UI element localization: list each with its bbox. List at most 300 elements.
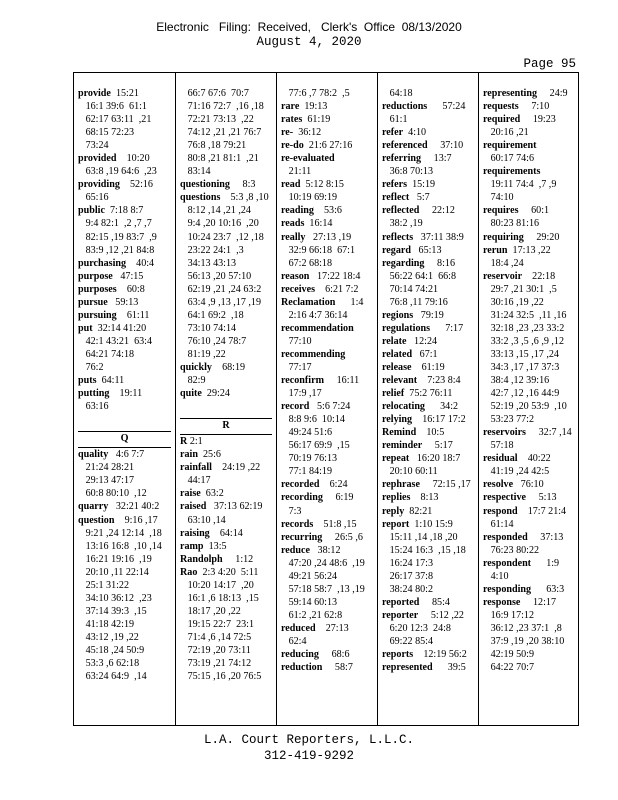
index-continuation: 56:17 69:9 ,15 — [281, 440, 350, 452]
index-term: reconfirm — [281, 375, 324, 387]
index-continuation: 75:15 ,16 ,20 76:5 — [180, 671, 262, 683]
index-continuation: 56:13 ,20 57:10 — [180, 270, 252, 282]
index-term: refer — [382, 127, 404, 139]
index-term: respondent — [483, 557, 532, 569]
index-entry — [382, 491, 478, 504]
index-references: 6:21 7:2 — [315, 283, 359, 295]
index-entry — [180, 448, 276, 461]
index-continuation: 32:18 ,23 ,23 33:2 — [483, 322, 565, 334]
index-term: reservoirs — [483, 427, 526, 439]
index-entry — [281, 126, 377, 139]
index-entry — [78, 322, 175, 335]
index-entry — [483, 244, 579, 257]
index-entry — [281, 152, 377, 165]
index-term: requiring — [483, 231, 524, 243]
index-term: requirements — [483, 166, 541, 178]
index-references: 7:18 8:7 — [104, 205, 144, 217]
index-term: resolve — [483, 479, 514, 491]
index-term: receives — [281, 283, 315, 295]
index-continuation: 63:10 ,14 — [180, 514, 226, 526]
index-entry — [78, 270, 175, 283]
index-entry — [483, 165, 579, 178]
index-continuation: 16:24 17:3 — [382, 557, 434, 569]
index-continuation: 19:11 74:4 ,7 ,9 — [483, 179, 557, 191]
index-entry — [281, 544, 377, 557]
index-term: responding — [483, 583, 532, 595]
index-term: providing — [78, 179, 120, 191]
index-references: 68:19 — [211, 361, 246, 373]
index-entry — [281, 518, 377, 531]
index-term: residual — [483, 453, 518, 465]
index-entry — [180, 435, 276, 448]
index-entry — [281, 296, 377, 309]
index-continuation: 70:19 76:13 — [281, 453, 338, 465]
index-term: re-evaluated — [281, 153, 335, 165]
index-term: reports — [382, 649, 414, 661]
index-column — [478, 73, 579, 725]
index-continuation: 9:21 ,24 12:14 ,18 — [78, 527, 162, 539]
index-entry — [281, 348, 377, 361]
index-term: record — [281, 401, 310, 413]
index-term: report — [382, 518, 410, 530]
index-entry — [281, 478, 377, 491]
index-references: 60:8 — [116, 283, 145, 295]
index-term: reported — [382, 596, 420, 608]
index-term: recommendation — [281, 322, 354, 334]
index-term: refers — [382, 179, 408, 191]
index-continuation: 52:19 ,20 53:9 ,10 — [483, 401, 567, 413]
index-entry — [281, 113, 377, 126]
index-entry — [483, 596, 579, 609]
index-entry — [281, 231, 377, 244]
index-term: reduce — [281, 544, 310, 556]
index-continuation: 65:16 — [78, 192, 109, 204]
index-references: 5:13 — [525, 492, 557, 504]
index-references: 17:22 18:4 — [309, 270, 361, 282]
index-entry — [180, 553, 276, 566]
index-entry — [483, 100, 579, 113]
index-continuation: 21:11 — [281, 166, 312, 178]
index-entry — [483, 478, 579, 491]
index-continuation: 38:4 ,12 39:16 — [483, 375, 550, 387]
index-term: Rao — [180, 566, 198, 578]
index-continuation: 20:10 ,11 22:14 — [78, 566, 149, 578]
index-continuation: 76:23 80:22 — [483, 544, 540, 556]
index-continuation: 82:9 — [180, 375, 206, 387]
index-entry — [382, 244, 478, 257]
index-continuation: 57:18 58:7 ,13 ,19 — [281, 583, 365, 595]
index-continuation: 72:21 73:13 ,22 — [180, 114, 254, 126]
index-term: regulations — [382, 322, 431, 334]
index-entry — [382, 661, 478, 674]
index-entry — [281, 139, 377, 152]
index-continuation: 62:4 — [281, 635, 307, 647]
index-continuation: 77:6 ,7 78:2 ,5 — [281, 88, 350, 99]
index-references: 63:3 — [531, 583, 565, 595]
index-references: 4:10 — [403, 127, 427, 139]
index-continuation: 33:2 ,3 ,5 ,6 ,9 ,12 — [483, 335, 565, 347]
index-continuation: 10:20 14:17 ,20 — [180, 579, 254, 591]
index-continuation: 72:19 ,20 73:11 — [180, 644, 251, 656]
index-continuation: 63:24 64:9 ,14 — [78, 671, 147, 683]
index-continuation: 45:18 ,24 50:9 — [78, 644, 145, 656]
index-continuation: 9:4 82:1 ,2 ,7 ,7 — [78, 218, 152, 230]
index-entry — [483, 491, 579, 504]
index-term: rephrase — [382, 479, 420, 491]
filing-stamp: Electronic Filing: Received, Clerk's Office 08/13/2020 — [156, 20, 462, 34]
index-references: 2:3 4:20 5:11 — [197, 566, 259, 578]
index-column — [377, 73, 478, 725]
index-term: question — [78, 514, 115, 526]
index-references: 29:20 — [523, 231, 560, 243]
section-letter: R — [222, 420, 230, 432]
index-references: 10:5 — [416, 427, 445, 439]
index-references: 34:2 — [424, 401, 459, 413]
index-references: 22:12 — [419, 205, 455, 217]
index-continuation: 73:24 — [78, 140, 109, 152]
index-continuation: 34:13 43:13 — [180, 257, 237, 269]
index-entry — [180, 461, 276, 474]
index-term: R — [180, 436, 188, 448]
index-column — [175, 73, 276, 725]
index-entry — [382, 257, 478, 270]
index-references: 52:16 — [119, 179, 153, 191]
index-continuation: 21:24 28:21 — [78, 462, 135, 474]
index-references: 13:5 — [203, 540, 227, 552]
index-references: 6:19 — [322, 492, 354, 504]
index-term: raised — [180, 501, 207, 513]
index-entry — [78, 387, 175, 400]
index-entry — [281, 178, 377, 191]
index-continuation: 76:8 ,18 79:21 — [180, 140, 247, 152]
index-continuation: 8:8 9:6 10:14 — [281, 414, 345, 426]
index-continuation: 16:9 17:12 — [483, 609, 535, 621]
index-continuation: 57:18 — [483, 440, 514, 452]
index-entry — [382, 322, 478, 335]
index-entry — [382, 439, 478, 452]
index-term: rates — [281, 114, 303, 126]
index-entry — [382, 139, 478, 152]
index-continuation: 80:23 81:16 — [483, 218, 540, 230]
index-entry — [382, 335, 478, 348]
index-continuation: 30:16 ,19 ,22 — [483, 296, 544, 308]
index-references: 24:9 — [537, 88, 568, 99]
filing-date: August 4, 2020 — [256, 35, 362, 49]
index-references: 5:12 8:15 — [300, 179, 344, 191]
index-references: 36:12 — [293, 127, 322, 139]
index-references: 68:6 — [318, 649, 350, 661]
index-term: referenced — [382, 140, 428, 152]
index-references: 63:2 — [200, 488, 224, 500]
index-entry — [78, 296, 175, 309]
index-entry — [382, 231, 478, 244]
index-term: quality — [78, 449, 109, 461]
index-references: 9:16 ,17 — [114, 514, 158, 526]
index-continuation: 68:15 72:23 — [78, 127, 135, 139]
index-term: re- — [281, 127, 294, 139]
index-term: Reclamation — [281, 296, 336, 308]
index-references: 1:10 15:9 — [409, 518, 453, 530]
index-continuation: 20:10 60:11 — [382, 466, 438, 478]
index-references: 1:12 — [222, 553, 254, 565]
index-entry — [382, 178, 478, 191]
index-entry — [382, 309, 478, 322]
index-term: responded — [483, 531, 528, 543]
index-term: release — [382, 361, 412, 373]
index-entry — [483, 270, 579, 283]
index-references: 25:6 — [197, 449, 221, 461]
index-continuation: 56:22 64:1 66:8 — [382, 270, 457, 282]
index-term: reservoir — [483, 270, 523, 282]
index-continuation: 26:17 37:8 — [382, 570, 434, 582]
index-term: reminder — [382, 440, 423, 452]
index-entry — [483, 557, 579, 570]
index-continuation: 16:21 19:16 ,19 — [78, 553, 152, 565]
index-entry — [483, 87, 579, 100]
index-references: 17:7 21:4 — [517, 505, 567, 517]
index-entry — [483, 531, 579, 544]
index-entry — [180, 361, 276, 374]
blank-line — [78, 413, 175, 426]
index-continuation: 38:2 ,19 — [382, 218, 423, 230]
index-references: 8:16 — [424, 257, 455, 269]
index-entry — [382, 478, 478, 491]
index-continuation: 19:15 22:7 23:1 — [180, 618, 255, 630]
index-continuation: 36:8 70:13 — [382, 166, 434, 178]
index-references: 32:14 41:20 — [92, 322, 147, 334]
index-term: provided — [78, 153, 117, 165]
index-term: raise — [180, 488, 201, 500]
index-references: 64:11 — [96, 375, 125, 387]
index-references: 17:13 ,22 — [507, 244, 551, 256]
index-continuation: 74:10 — [483, 192, 514, 204]
index-continuation: 20:16 ,21 — [483, 127, 529, 139]
index-entry — [483, 204, 579, 217]
index-term: relevant — [382, 375, 418, 387]
index-entry — [382, 518, 478, 531]
index-entry — [180, 527, 276, 540]
index-continuation: 37:14 39:3 ,15 — [78, 605, 147, 617]
index-term: putting — [78, 388, 110, 400]
index-references: 8:13 — [410, 492, 439, 504]
index-entry — [281, 322, 377, 335]
index-entry — [78, 448, 175, 461]
index-continuation: 71:4 ,6 ,14 72:5 — [180, 631, 252, 643]
index-continuation: 25:1 31:22 — [78, 579, 130, 591]
index-continuation: 37:9 ,19 ,20 38:10 — [483, 635, 565, 647]
index-references: 8:3 — [229, 179, 256, 191]
index-references: 75:2 76:11 — [404, 388, 453, 400]
index-term: records — [281, 518, 314, 530]
blank-line — [180, 400, 276, 413]
index-term: required — [483, 114, 521, 126]
index-entry — [483, 139, 579, 152]
index-entry — [180, 191, 276, 204]
index-references: 5:6 7:24 — [309, 401, 351, 413]
index-continuation: 44:17 — [180, 475, 211, 487]
index-term: regard — [382, 244, 411, 256]
index-continuation: 49:21 56:24 — [281, 570, 338, 582]
index-continuation: 36:12 ,23 37:1 ,8 — [483, 622, 562, 634]
index-term: provide — [78, 88, 111, 99]
index-continuation: 69:22 85:4 — [382, 635, 434, 647]
index-references: 57:24 — [427, 101, 466, 113]
index-references: 12:17 — [520, 596, 556, 608]
index-term: put — [78, 322, 93, 334]
index-references: 85:4 — [419, 596, 450, 608]
index-continuation: 61:1 — [382, 114, 408, 126]
index-continuation: 23:22 24:1 ,3 — [180, 244, 244, 256]
index-references: 61:19 — [411, 361, 445, 373]
index-entry — [281, 661, 377, 674]
index-entry — [281, 531, 377, 544]
index-references: 16:11 — [323, 375, 360, 387]
index-term: rainfall — [180, 462, 212, 474]
index-entry — [281, 648, 377, 661]
index-references: 27:13 ,19 — [305, 231, 352, 243]
index-references: 7:10 — [518, 101, 550, 113]
index-term: re-do — [281, 140, 304, 152]
index-references: 24:19 ,22 — [211, 462, 261, 474]
index-continuation: 41:18 42:19 — [78, 618, 135, 630]
index-entry — [281, 100, 377, 113]
index-references: 5:3 ,8 ,10 — [220, 192, 269, 204]
index-references: 47:15 — [112, 270, 144, 282]
index-continuation: 80:8 ,21 81:1 ,21 — [180, 153, 259, 165]
index-entry — [78, 152, 175, 165]
index-entry — [382, 609, 478, 622]
index-references: 82:21 — [404, 505, 433, 517]
index-continuation: 60:17 74:6 — [483, 153, 535, 165]
index-references: 37:13 62:19 — [206, 501, 263, 513]
index-continuation: 82:15 ,19 83:7 ,9 — [78, 231, 157, 243]
index-continuation: 67:2 68:18 — [281, 257, 333, 269]
index-term: regions — [382, 309, 414, 321]
index-term: questioning — [180, 179, 230, 191]
index-entry — [382, 126, 478, 139]
index-frame — [73, 72, 579, 726]
index-continuation: 64:22 70:7 — [483, 662, 535, 674]
index-references: 19:13 — [299, 101, 328, 113]
index-entry — [483, 231, 579, 244]
index-term: quickly — [180, 361, 212, 373]
index-references: 12:19 56:2 — [413, 649, 467, 661]
index-term: questions — [180, 192, 221, 204]
index-entry — [281, 270, 377, 283]
index-term: raising — [180, 527, 210, 539]
index-continuation: 73:10 74:14 — [180, 322, 237, 334]
index-continuation: 63:8 ,19 64:6 ,23 — [78, 166, 157, 178]
index-continuation: 73:19 ,21 74:12 — [180, 658, 252, 670]
index-term: pursue — [78, 296, 108, 308]
index-continuation: 61:14 — [483, 518, 514, 530]
index-references: 19:23 — [520, 114, 556, 126]
index-references: 37:13 — [527, 531, 564, 543]
index-references: 39:5 — [432, 662, 466, 674]
index-term: recording — [281, 492, 323, 504]
index-continuation: 42:1 43:21 63:4 — [78, 335, 153, 347]
index-continuation: 83:14 — [180, 166, 211, 178]
index-references: 16:20 18:7 — [409, 453, 461, 465]
index-references: 16:14 — [304, 218, 333, 230]
index-term: relocating — [382, 401, 425, 413]
index-term: Randolph — [180, 553, 223, 565]
index-continuation: 9:4 ,20 10:16 ,20 — [180, 218, 259, 230]
index-continuation: 59:14 60:13 — [281, 596, 338, 608]
index-references: 65:13 — [410, 244, 442, 256]
index-term: Remind — [382, 427, 417, 439]
index-entry — [281, 283, 377, 296]
index-term: repeat — [382, 453, 410, 465]
index-references: 38:12 — [309, 544, 341, 556]
index-term: pursuing — [78, 309, 117, 321]
index-continuation: 34:3 ,17 ,17 37:3 — [483, 361, 560, 373]
index-continuation: 33:13 ,15 ,17 ,24 — [483, 348, 559, 360]
index-references: 37:11 38:9 — [413, 231, 464, 243]
index-column — [276, 73, 377, 725]
index-continuation: 53:3 ,6 62:18 — [78, 658, 140, 670]
index-continuation: 53:23 77:2 — [483, 414, 535, 426]
index-continuation: 64:21 74:18 — [78, 348, 135, 360]
index-continuation: 42:7 ,12 ,16 44:9 — [483, 388, 560, 400]
index-entry — [382, 100, 478, 113]
index-references: 61:11 — [116, 309, 150, 321]
index-continuation: 70:14 74:21 — [382, 283, 439, 295]
index-references: 29:24 — [201, 388, 230, 400]
index-term: referring — [382, 153, 422, 165]
index-term: recurring — [281, 531, 323, 543]
index-continuation: 29:13 47:17 — [78, 475, 135, 487]
index-continuation: 31:24 32:5 ,11 ,16 — [483, 309, 567, 321]
index-entry — [78, 374, 175, 387]
index-continuation: 43:12 ,19 ,22 — [78, 631, 139, 643]
index-references: 10:20 — [116, 153, 150, 165]
index-continuation: 63:16 — [78, 401, 109, 413]
index-continuation: 66:7 67:6 70:7 — [180, 88, 249, 99]
index-entry — [78, 514, 175, 527]
index-continuation: 63:4 ,9 ,13 ,17 ,19 — [180, 296, 262, 308]
index-entry — [281, 491, 377, 504]
index-entry — [382, 387, 478, 400]
index-continuation: 60:8 80:10 ,12 — [78, 488, 147, 500]
index-entry — [281, 622, 377, 635]
index-entry — [382, 596, 478, 609]
index-term: reduction — [281, 662, 323, 674]
index-references: 5:12 ,22 — [418, 609, 464, 621]
index-continuation: 13:16 16:8 ,10 ,14 — [78, 540, 162, 552]
index-continuation: 10:19 69:19 — [281, 192, 338, 204]
index-term: requests — [483, 101, 519, 113]
index-continuation: 49:24 51:6 — [281, 427, 333, 439]
index-term: quarry — [78, 501, 109, 513]
index-continuation: 18:17 ,20 ,22 — [180, 605, 241, 617]
index-term: reflect — [382, 192, 410, 204]
index-continuation: 47:20 ,24 48:6 ,19 — [281, 557, 365, 569]
index-term: requirement — [483, 140, 537, 152]
index-continuation: 76:8 ,11 79:16 — [382, 296, 448, 308]
index-term: purchasing — [78, 257, 127, 269]
index-references: 16:17 17:2 — [412, 414, 466, 426]
index-term: reflected — [382, 205, 420, 217]
index-references: 2:1 — [187, 436, 203, 448]
index-references: 21:6 27:16 — [303, 140, 353, 152]
index-references: 67:1 — [412, 348, 438, 360]
index-term: respond — [483, 505, 518, 517]
index-entry — [78, 500, 175, 513]
index-term: reducing — [281, 649, 319, 661]
index-continuation: 74:12 ,21 ,21 76:7 — [180, 127, 262, 139]
index-references: 59:13 — [107, 296, 139, 308]
